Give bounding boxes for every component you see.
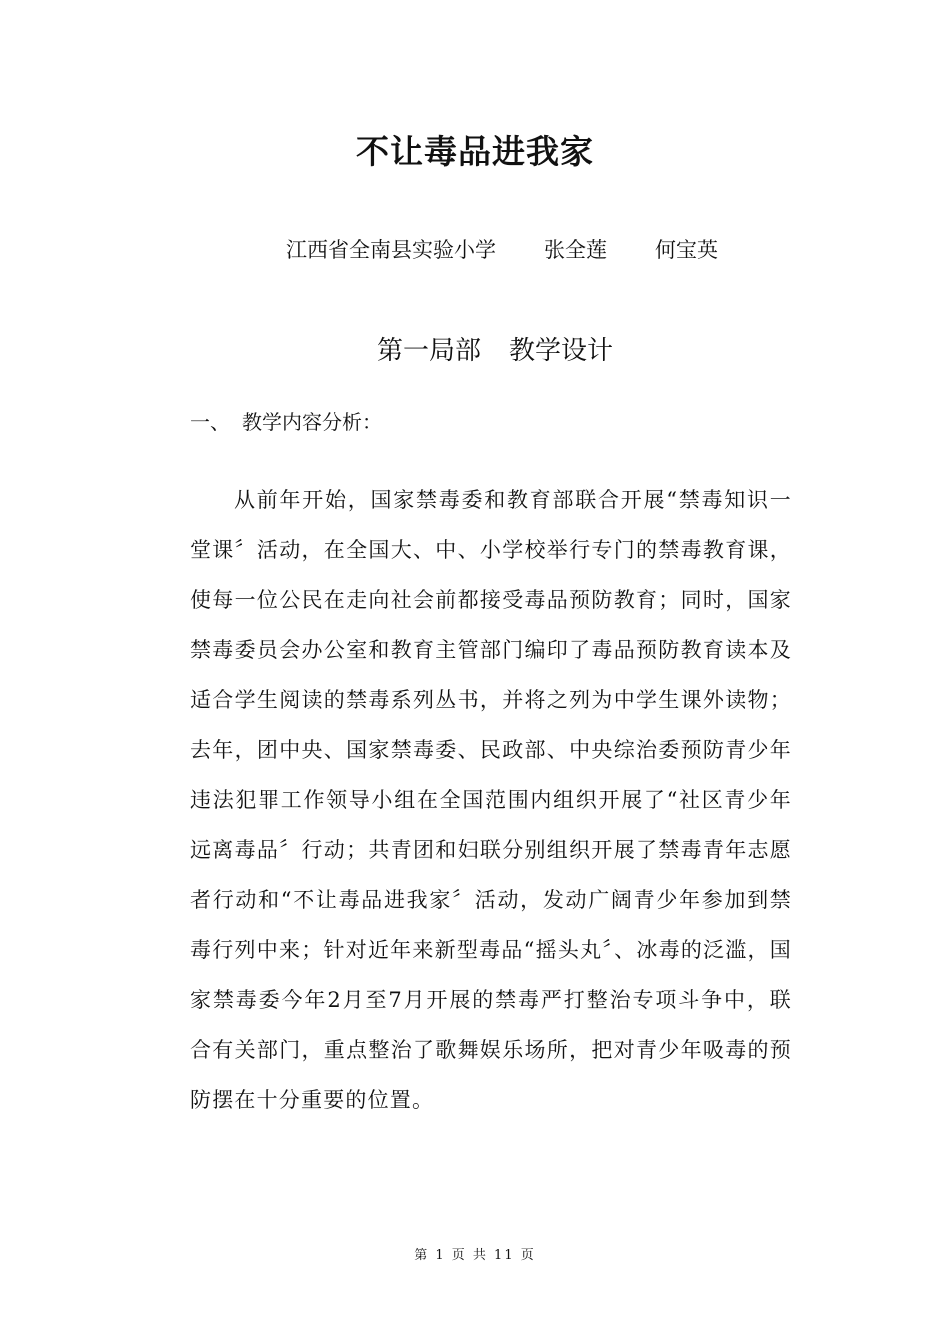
section-part: 第一局部 xyxy=(376,336,481,366)
author-line xyxy=(286,234,718,266)
subheading-text: 教学内容分析： xyxy=(242,410,382,434)
section-title xyxy=(0,332,950,370)
author-name: 张全莲 xyxy=(544,238,607,262)
school-name: 江西省全南县实验小学 xyxy=(286,238,496,262)
page-number: 第 1 页 共 11 页 xyxy=(414,1248,536,1263)
author-name: 何宝英 xyxy=(655,238,718,262)
body-paragraph: 从前年开始，国家禁毒委和教育部联合开展“禁毒知识一堂课〞活动，在全国大、中、小学校举行专门的禁毒教育课，使每一位公民在走向社会前都接受毒品预防教育；同时，国家禁毒委员会办公室和教育主管部门编印了毒品预防教育读本及适合学生阅读的禁毒系列丛书，并将之列为中学生课外读物；去年，团中央、国家禁毒委、民政部、中央综治委预防青少年违法犯罪工作领导小组在全国范围内组织开展了“社区青少年远离毒品〞行动；共青团和妇联分别组织开展了禁毒青年志愿者行动和“不让毒品进我家〞活动，发动广阔青少年参加到禁毒行列中来；针对近年来新型毒品“摇头丸〞、冰毒的泛滥，国家禁毒委今年2月至7月开展的禁毒严打整治专项斗争中，联合有关部门，重点整治了歌舞娱乐场所，把对青少年吸毒的预防摆在十分重要的位置。 xyxy=(190,488,792,1112)
subheading xyxy=(190,406,382,438)
section-name: 教学设计 xyxy=(509,336,614,366)
document-title: 不让毒品进我家 xyxy=(356,132,594,171)
subheading-number: 一、 xyxy=(190,410,230,434)
